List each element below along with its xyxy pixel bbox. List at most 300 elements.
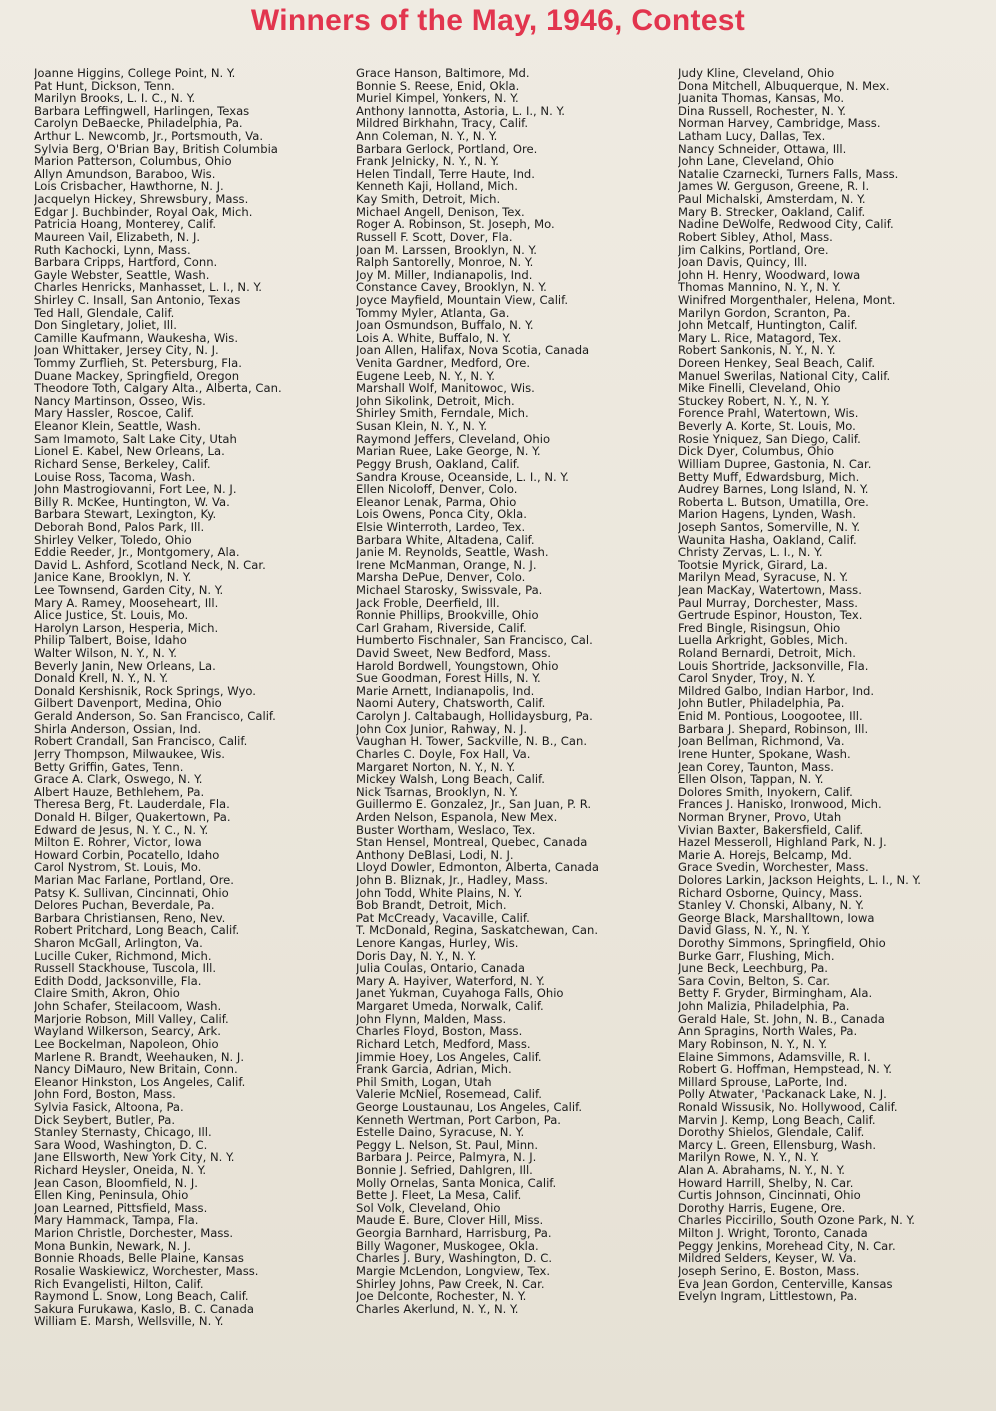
winner-entry: Camille Kaufmann, Waukesha, Wis. [34, 330, 238, 345]
winner-entry: Carolyn J. Caltabaugh, Hollidaysburg, Pa. [356, 709, 593, 724]
winner-entry: Barbara J. Peirce, Palmyra, N. J. [356, 1150, 537, 1165]
winner-entry: Mildred Birkhahn, Tracy, Calif. [356, 116, 529, 131]
winner-entry: Shirley Johns, Paw Creek, N. Car. [356, 1276, 545, 1291]
winner-entry: Grace Svedin, Worchester, Mass. [678, 860, 869, 875]
winner-entry: Julia Coulas, Ontario, Canada [356, 961, 525, 976]
winner-entry: Eugene Leeb, N. Y., N. Y. [356, 368, 495, 383]
winner-entry: Janice Kane, Brooklyn, N. Y. [34, 570, 192, 585]
winner-entry: Polly Atwater, 'Packanack Lake, N. J. [678, 1087, 887, 1102]
winner-entry: Marilyn Brooks, L. I. C., N. Y. [34, 91, 196, 106]
winner-entry: Raymond L. Snow, Long Beach, Calif. [34, 1289, 249, 1304]
winner-entry: Alice Justice, St. Louis, Mo. [34, 608, 189, 623]
winner-entry: Nick Tsarnas, Brooklyn, N. Y. [356, 784, 519, 799]
winner-entry: Janet Yukman, Cuyahoga Falls, Ohio [356, 986, 564, 1001]
winner-entry: Carol Snyder, Troy, N. Y. [678, 671, 816, 686]
winner-entry: Bette J. Fleet, La Mesa, Calif. [356, 1188, 522, 1203]
winner-entry: Billy Wagoner, Muskogee, Okla. [356, 1238, 539, 1253]
winner-entry: T. McDonald, Regina, Saskatchewan, Can. [356, 923, 599, 938]
winner-entry: Sam Imamoto, Salt Lake City, Utah [34, 431, 237, 446]
winner-entry: Eddie Reeder, Jr., Montgomery, Ala. [34, 545, 240, 560]
winner-entry: Audrey Barnes, Long Island, N. Y. [678, 482, 869, 497]
winner-entry: Dina Russell, Rochester, N. Y. [678, 103, 846, 118]
winner-entry: Dick Dyer, Columbus, Ohio [678, 444, 834, 459]
winner-entry: Barbara Cripps, Hartford, Conn. [34, 255, 218, 270]
winner-entry: Joan Bellman, Richmond, Va. [678, 734, 845, 749]
winner-entry: John Lane, Cleveland, Ohio [678, 154, 834, 169]
winner-entry: Marsha DePue, Denver, Colo. [356, 570, 526, 585]
winner-entry: Charles J. Bury, Washington, D. C. [356, 1251, 553, 1266]
winner-entry: Jean MacKay, Watertown, Mass. [678, 582, 862, 597]
winner-entry: Louise Ross, Tacoma, Wash. [34, 469, 196, 484]
winner-entry: William Dupree, Gastonia, N. Car. [678, 456, 872, 471]
winner-entry: Lee Bockelman, Napoleon, Ohio [34, 1036, 219, 1051]
winner-entry: Roland Bernardi, Detroit, Mich. [678, 646, 856, 661]
winners-column-1 [34, 67, 349, 1328]
winner-entry: Dorothy Simmons, Springfield, Ohio [678, 936, 886, 951]
winner-entry: Roberta L. Butson, Umatilla, Ore. [678, 494, 869, 509]
winner-entry: Marion Hagens, Lynden, Wash. [678, 507, 857, 522]
winner-entry: Ralph Santorelly, Monroe, N. Y. [356, 255, 534, 270]
winner-entry: Marvin J. Kemp, Long Beach, Calif. [678, 1112, 876, 1127]
winner-entry: Raymond Jeffers, Cleveland, Ohio [356, 431, 551, 446]
winner-entry: Dona Mitchell, Albuquerque, N. Mex. [678, 78, 890, 93]
winner-entry: Barbara Leffingwell, Harlingen, Texas [34, 103, 250, 118]
winner-entry: Shirley Velker, Toledo, Ohio [34, 532, 192, 547]
winner-entry: Millard Sprouse, LaPorte, Ind. [678, 1074, 848, 1089]
winner-entry: Bonnie S. Reese, Enid, Okla. [356, 78, 520, 93]
winner-entry: John H. Henry, Woodward, Iowa [678, 267, 861, 282]
winner-entry: Arthur L. Newcomb, Jr., Portsmouth, Va. [34, 129, 264, 144]
winner-entry: Beverly A. Korte, St. Louis, Mo. [678, 419, 856, 434]
winner-entry: Marilyn Gordon, Scranton, Pa. [678, 305, 851, 320]
winner-entry: Doris Day, N. Y., N. Y. [356, 948, 477, 963]
winner-entry: Luella Arkright, Gobles, Mich. [678, 633, 848, 648]
winner-entry: Joyce Mayfield, Mountain View, Calif. [356, 292, 569, 307]
winner-entry: Robert Sibley, Athol, Mass. [678, 229, 833, 244]
winner-entry: Donald H. Bilger, Quakertown, Pa. [34, 809, 231, 824]
winner-entry: Joan Learned, Pittsfield, Mass. [34, 1200, 208, 1215]
winner-entry: Molly Ornelas, Santa Monica, Calif. [356, 1175, 557, 1190]
winner-entry: William E. Marsh, Wellsville, N. Y. [34, 1314, 224, 1328]
winner-entry: Milton E. Rohrer, Victor, Iowa [34, 835, 202, 850]
winner-entry: Marilyn Mead, Syracuse, N. Y. [678, 570, 848, 585]
winner-entry: Burke Garr, Flushing, Mich. [678, 948, 835, 963]
winner-entry: Marcy L. Green, Ellensburg, Wash. [678, 1137, 877, 1152]
winner-entry: Natalie Czarnecki, Turners Falls, Mass. [678, 166, 899, 181]
winner-entry: Valerie McNiel, Rosemead, Calif. [356, 1087, 542, 1102]
winner-entry: Bonnie Rhoads, Belle Plaine, Kansas [34, 1251, 244, 1266]
winner-entry: Tommy Myler, Atlanta, Ga. [356, 305, 510, 320]
winner-entry: Margie McLendon, Longview, Tex. [356, 1263, 551, 1278]
winner-entry: Ellen King, Peninsula, Ohio [34, 1188, 189, 1203]
winner-entry: Vaughan H. Tower, Sackville, N. B., Can. [356, 734, 588, 749]
winner-entry: Winifred Morgenthaler, Helena, Mont. [678, 292, 896, 307]
winner-entry: Joan M. Larssen, Brooklyn, N. Y. [356, 242, 537, 257]
winner-entry: Marshall Wolf, Manitowoc, Wis. [356, 381, 535, 396]
winner-entry: Walter Wilson, N. Y., N. Y. [34, 646, 177, 661]
winner-entry: Rosalie Waskiewicz, Worchester, Mass. [34, 1263, 259, 1278]
winner-entry: Hazel Messeroll, Highland Park, N. J. [678, 835, 887, 850]
winner-entry: Delores Puchan, Beverdale, Pa. [34, 898, 215, 913]
winner-entry: Lionel E. Kabel, New Orleans, La. [34, 444, 225, 459]
winner-entry: Betty Griffin, Gates, Tenn. [34, 759, 184, 774]
winner-entry: Richard Letch, Medford, Mass. [356, 1036, 531, 1051]
winner-entry: Marian Mac Farlane, Portland, Ore. [34, 873, 234, 887]
winner-entry: David L. Ashford, Scotland Neck, N. Car. [34, 557, 266, 572]
winner-entry: Evelyn Ingram, Littlestown, Pa. [678, 1289, 858, 1303]
winner-entry: Buster Wortham, Weslaco, Tex. [356, 822, 536, 837]
winner-entry: Tommy Zurflieh, St. Petersburg, Fla. [34, 356, 242, 371]
winner-entry: Mickey Walsh, Long Beach, Calif. [356, 772, 545, 787]
winner-entry: Joe Delconte, Rochester, N. Y. [356, 1289, 527, 1304]
winner-entry: Christy Zervas, L. I., N. Y. [678, 545, 823, 560]
winner-entry: Humberto Fischnaler, San Francisco, Cal. [356, 633, 593, 648]
winner-entry: Robert Crandall, San Francisco, Calif. [34, 734, 248, 749]
winner-entry: Elsie Winterroth, Lardeo, Tex. [356, 519, 526, 534]
winner-entry: John Butler, Philadelphia, Pa. [678, 696, 845, 711]
winner-entry: Georgia Barnhard, Harrisburg, Pa. [356, 1226, 552, 1241]
winner-entry: Edgar J. Buchbinder, Royal Oak, Mich. [34, 204, 253, 219]
winner-entry: John Malizia, Philadelphia, Pa. [678, 999, 850, 1014]
winner-entry: Dolores Larkin, Jackson Heights, L. I., N. Y. [678, 873, 921, 887]
winner-entry: Sylvia Berg, O'Brian Bay, British Columbia [34, 141, 278, 156]
winner-entry: Gayle Webster, Seattle, Wash. [34, 267, 210, 282]
winner-entry: Mary L. Rice, Matagord, Tex. [678, 330, 842, 345]
winner-entry: Juanita Thomas, Kansas, Mo. [678, 91, 845, 106]
winner-entry: Donald Krell, N. Y., N. Y. [34, 671, 169, 686]
winner-entry: Mary A. Hayiver, Waterford, N. Y. [356, 973, 545, 988]
winner-entry: Charles Henricks, Manhasset, L. I., N. Y. [34, 280, 262, 295]
winner-entry: Norman Bryner, Provo, Utah [678, 809, 842, 824]
winner-entry: Mary A. Ramey, Mooseheart, Ill. [34, 595, 219, 610]
winner-entry: Edith Dodd, Jacksonville, Fla. [34, 973, 202, 988]
winner-entry: June Beck, Leechburg, Pa. [678, 961, 828, 976]
winner-entry: Charles Piccirillo, South Ozone Park, N. Y. [678, 1213, 915, 1228]
winner-entry: Thomas Mannino, N. Y., N. Y. [678, 280, 841, 295]
winner-entry: Allyn Amundson, Baraboo, Wis. [34, 166, 216, 181]
winner-entry: Jack Froble, Deerfield, Ill. [356, 595, 500, 610]
winner-entry: Michael Angell, Denison, Tex. [356, 204, 525, 219]
winner-entry: Robert Sankonis, N. Y., N. Y. [678, 343, 836, 358]
winner-entry: Marie Arnett, Indianapolis, Ind. [356, 683, 535, 698]
winner-entry: Joanne Higgins, College Point, N. Y. [34, 67, 236, 80]
winner-entry: Ted Hall, Glendale, Calif. [34, 305, 175, 320]
winner-entry: Enid M. Pontious, Loogootee, Ill. [678, 709, 863, 724]
winner-entry: Jerry Thompson, Milwaukee, Wis. [34, 746, 225, 761]
winner-entry: Margaret Norton, N. Y., N. Y. [356, 759, 516, 774]
winner-entry: John Cox Junior, Rahway, N. J. [356, 721, 528, 736]
winner-entry: Stan Hensel, Montreal, Quebec, Canada [356, 835, 588, 850]
winner-entry: Joan Davis, Quincy, Ill. [678, 255, 808, 270]
winner-entry: Barbara Christiansen, Reno, Nev. [34, 910, 226, 925]
winner-entry: Billy R. McKee, Huntington, W. Va. [34, 494, 230, 509]
winner-entry: Irene McManman, Orange, N. J. [356, 557, 537, 572]
winner-entry: Stanley V. Chonski, Albany, N. Y. [678, 898, 864, 913]
winner-entry: Maude E. Bure, Clover Hill, Miss. [356, 1213, 544, 1228]
winner-entry: Constance Cavey, Brooklyn, N. Y. [356, 280, 547, 295]
winner-entry: Mildred Selders, Keyser, W. Va. [678, 1251, 857, 1266]
winner-entry: Barbara J. Shepard, Robinson, Ill. [678, 721, 869, 736]
winner-entry: Eleanor Klein, Seattle, Wash. [34, 419, 201, 434]
winner-entry: Latham Lucy, Dallas, Tex. [678, 129, 826, 144]
winner-entry: Muriel Kimpel, Yonkers, N. Y. [356, 91, 519, 106]
winner-entry: Carolyn DeBaecke, Philadelphia, Pa. [34, 116, 243, 131]
winner-entry: John Mastrogiovanni, Fort Lee, N. J. [34, 482, 237, 497]
winner-entry: Vivian Baxter, Bakersfield, Calif. [678, 822, 864, 837]
winner-entry: Tootsie Myrick, Girard, La. [678, 557, 828, 572]
winner-entry: John Schafer, Steilacoom, Wash. [34, 999, 222, 1014]
winner-entry: Lee Townsend, Garden City, N. Y. [34, 582, 224, 597]
winner-entry: Louis Shortride, Jacksonville, Fla. [678, 658, 869, 673]
winner-entry: Gerald Anderson, So. San Francisco, Calif. [34, 709, 276, 724]
winner-entry: Harold Bordwell, Youngstown, Ohio [356, 658, 559, 673]
winner-entry: John Todd, White Plains, N. Y. [356, 885, 523, 900]
winner-entry: George Black, Marshalltown, Iowa [678, 910, 875, 925]
winner-entry: Shirley C. Insall, San Antonio, Texas [34, 292, 241, 307]
winner-entry: Lucille Cuker, Richmond, Mich. [34, 948, 212, 963]
winner-entry: Duane Mackey, Springfield, Oregon [34, 368, 240, 383]
winner-entry: Frank Garcia, Adrian, Mich. [356, 1062, 512, 1077]
winner-entry: Estelle Daino, Syracuse, N. Y. [356, 1125, 525, 1140]
winner-entry: Jacquelyn Hickey, Shrewsbury, Mass. [34, 192, 249, 207]
winner-entry: Jane Ellsworth, New York City, N. Y. [34, 1150, 235, 1165]
winner-entry: Russell Stackhouse, Tuscola, Ill. [34, 961, 217, 976]
winner-entry: Donald Kershisnik, Rock Springs, Wyo. [34, 683, 256, 698]
winner-entry: Eleanor Lenak, Parma, Ohio [356, 494, 517, 509]
winner-entry: Jimmie Hoey, Los Angeles, Calif. [356, 1049, 542, 1064]
winner-entry: Sakura Furukawa, Kaslo, B. C. Canada [34, 1301, 254, 1316]
winner-entry: John Ford, Boston, Mass. [34, 1087, 176, 1102]
winner-entry: Howard Corbin, Pocatello, Idaho [34, 847, 220, 862]
winner-entry: George Loustaunau, Los Angeles, Calif. [356, 1099, 583, 1114]
winner-entry: Joy M. Miller, Indianapolis, Ind. [356, 267, 533, 282]
winner-entry: Jean Corey, Taunton, Mass. [678, 759, 834, 774]
winner-entry: Joan Whittaker, Jersey City, N. J. [34, 343, 219, 358]
winner-entry: Paul Murray, Dorchester, Mass. [678, 595, 858, 610]
winner-entry: Joseph Serino, E. Boston, Mass. [678, 1263, 860, 1278]
winner-entry: Naomi Autery, Chatsworth, Calif. [356, 696, 546, 711]
winner-entry: Patricia Hoang, Monterey, Calif. [34, 217, 217, 232]
winner-entry: Dorothy Shielos, Glendale, Calif. [678, 1125, 865, 1140]
winners-column-3 [678, 67, 983, 1303]
winner-entry: Barbara Gerlock, Portland, Ore. [356, 141, 538, 156]
winner-entry: Manuel Swerilas, National City, Calif. [678, 368, 891, 383]
winner-entry: Nancy Martinson, Osseo, Wis. [34, 393, 206, 408]
winner-entry: Maureen Vail, Elizabeth, N. J. [34, 229, 201, 244]
winner-entry: Anthony Iannotta, Astoria, L. I., N. Y. [356, 103, 565, 118]
winner-entry: Irene Hunter, Spokane, Wash. [678, 746, 851, 761]
winner-entry: Lois A. White, Buffalo, N. Y. [356, 330, 512, 345]
winner-entry: Waunita Hasha, Oakland, Calif. [678, 532, 857, 547]
winner-entry: Venita Gardner, Medford, Ore. [356, 356, 531, 371]
winner-entry: Sylvia Fasick, Altoona, Pa. [34, 1099, 184, 1114]
winner-entry: Richard Sense, Berkeley, Calif. [34, 456, 211, 471]
winner-entry: Norman Harvey, Cambridge, Mass. [678, 116, 881, 131]
winner-entry: Philip Talbert, Boise, Idaho [34, 633, 187, 648]
winner-entry: Milton J. Wright, Toronto, Canada [678, 1226, 868, 1241]
winner-entry: Bob Brandt, Detroit, Mich. [356, 898, 507, 913]
winner-entry: Pat Hunt, Dickson, Tenn. [34, 78, 175, 93]
winner-entry: Kenneth Wertman, Port Carbon, Pa. [356, 1112, 561, 1127]
winner-entry: Alan A. Abrahams, N. Y., N. Y. [678, 1163, 845, 1178]
winner-entry: Rosie Yniquez, San Diego, Calif. [678, 431, 861, 446]
winner-entry: Fred Bingle, Risingsun, Ohio [678, 620, 841, 635]
page-title: Winners of the May, 1946, Contest [250, 4, 746, 37]
winner-entry: Roger A. Robinson, St. Joseph, Mo. [356, 217, 555, 232]
winner-entry: Joan Osmundson, Buffalo, N. Y. [356, 318, 534, 333]
winner-entry: Sol Volk, Cleveland, Ohio [356, 1200, 501, 1215]
winner-entry: Mary Hassler, Roscoe, Calif. [34, 406, 195, 421]
winner-entry: Judy Kline, Cleveland, Ohio [678, 67, 835, 80]
winner-entry: Betty Muff, Edwardsburg, Mich. [678, 469, 860, 484]
winner-entry: Howard Harrill, Shelby, N. Car. [678, 1175, 854, 1190]
winner-entry: Ronald Wissusik, No. Hollywood, Calif. [678, 1099, 898, 1114]
winner-entry: Frances J. Hanisko, Ironwood, Mich. [678, 797, 882, 812]
winner-entry: Richard Osborne, Quincy, Mass. [678, 885, 863, 900]
winner-entry: Guillermo E. Gonzalez, Jr., San Juan, P. R. [356, 797, 592, 812]
winner-entry: Ellen Nicoloff, Denver, Colo. [356, 482, 518, 497]
winner-entry: Michael Starosky, Swissvale, Pa. [356, 582, 543, 597]
winner-entry: Helen Tindall, Terre Haute, Ind. [356, 166, 535, 181]
winner-entry: Bonnie J. Sefried, Dahlgren, Ill. [356, 1163, 533, 1178]
winner-entry: Theodore Toth, Calgary Alta., Alberta, Can. [34, 381, 282, 396]
winner-entry: Jim Calkins, Portland, Ore. [678, 242, 829, 257]
winner-entry: Pat McCready, Vacaville, Calif. [356, 910, 530, 925]
winner-entry: Ellen Olson, Tappan, N. Y. [678, 772, 824, 787]
winner-entry: Stanley Sternasty, Chicago, Ill. [34, 1125, 212, 1140]
winner-entry: Susan Klein, N. Y., N. Y. [356, 419, 488, 434]
winner-entry: James W. Gerguson, Greene, R. I. [678, 179, 870, 194]
winner-entry: Nancy Schneider, Ottawa, Ill. [678, 141, 847, 156]
winner-entry: Russell F. Scott, Dover, Fla. [356, 229, 513, 244]
winner-entry: Albert Hauze, Bethlehem, Pa. [34, 784, 205, 799]
winner-entry: Eva Jean Gordon, Centerville, Kansas [678, 1276, 893, 1291]
winner-entry: Shirla Anderson, Ossian, Ind. [34, 721, 202, 736]
winner-entry: Ann Spragins, North Wales, Pa. [678, 1024, 858, 1039]
winner-entry: Joseph Santos, Somerville, N. Y. [678, 519, 861, 534]
winner-entry: Peggy Brush, Oakland, Calif. [356, 456, 520, 471]
winner-entry: Deborah Bond, Palos Park, Ill. [34, 519, 205, 534]
winner-entry: Stuckey Robert, N. Y., N. Y. [678, 393, 830, 408]
winner-entry: Marjorie Robson, Mill Valley, Calif. [34, 1011, 229, 1026]
winner-entry: Ann Coleman, N. Y., N. Y. [356, 129, 498, 144]
winner-entry: John Sikolink, Detroit, Mich. [356, 393, 515, 408]
winner-entry: Edward de Jesus, N. Y. C., N. Y. [34, 822, 209, 837]
winner-entry: Phil Smith, Logan, Utah [356, 1074, 492, 1089]
winner-entry: Gerald Hale, St. John, N. B., Canada [678, 1011, 885, 1026]
winner-entry: Peggy Jenkins, Morehead City, N. Car. [678, 1238, 896, 1253]
winner-entry: Wayland Wilkerson, Searcy, Ark. [34, 1024, 221, 1039]
winner-entry: Marlene R. Brandt, Weehauken, N. J. [34, 1049, 245, 1064]
winner-entry: Barbara Stewart, Lexington, Ky. [34, 507, 217, 522]
winner-entry: Barbara White, Altadena, Calif. [356, 532, 535, 547]
winner-entry: Paul Michalski, Amsterdam, N. Y. [678, 192, 866, 207]
winner-entry: Betty F. Gryder, Birmingham, Ala. [678, 986, 873, 1001]
winner-entry: Elaine Simmons, Adamsville, R. I. [678, 1049, 871, 1064]
winner-entry: Harolyn Larson, Hesperia, Mich. [34, 620, 219, 635]
winner-entry: John Metcalf, Huntington, Calif. [678, 318, 858, 333]
winner-entry: Grace Hanson, Baltimore, Md. [356, 67, 530, 80]
winner-entry: Mary Robinson, N. Y., N. Y. [678, 1036, 828, 1051]
winner-entry: Robert Pritchard, Long Beach, Calif. [34, 923, 240, 938]
winner-entry: Carl Graham, Riverside, Calif. [356, 620, 527, 635]
winner-entry: Marion Christle, Dorchester, Mass. [34, 1226, 234, 1241]
winner-entry: Ronnie Phillips, Brookville, Ohio [356, 608, 539, 623]
winner-entry: Peggy L. Nelson, St. Paul, Minn. [356, 1137, 539, 1152]
winner-entry: Eleanor Hinkston, Los Angeles, Calif. [34, 1074, 246, 1089]
winner-entry: David Sweet, New Bedford, Mass. [356, 646, 551, 661]
winner-entry: Sandra Krouse, Oceanside, L. I., N. Y. [356, 469, 569, 484]
winner-entry: Carol Nystrom, St. Louis, Mo. [34, 860, 202, 875]
winner-entry: Richard Heysler, Oneida, N. Y. [34, 1163, 207, 1178]
winner-entry: Charles Akerlund, N. Y., N. Y. [356, 1301, 519, 1316]
winner-entry: Mary B. Strecker, Oakland, Calif. [678, 204, 866, 219]
winner-entry: Ruth Kachocki, Lynn, Mass. [34, 242, 191, 257]
winner-entry: Mike Finelli, Cleveland, Ohio [678, 381, 841, 396]
winner-entry: Marion Patterson, Columbus, Ohio [34, 154, 232, 169]
winner-entry: Mary Hammack, Tampa, Fla. [34, 1213, 199, 1228]
winner-entry: Dorothy Harris, Eugene, Ore. [678, 1200, 846, 1215]
winner-entry: Claire Smith, Akron, Ohio [34, 986, 180, 1001]
winner-entry: Lois Owens, Ponca City, Okla. [356, 507, 527, 522]
winner-entry: Grace A. Clark, Oswego, N. Y. [34, 772, 203, 787]
winner-entry: Dick Seybert, Butler, Pa. [34, 1112, 176, 1127]
winner-entry: Dolores Smith, Inyokern, Calif. [678, 784, 853, 799]
winner-entry: Charles Floyd, Boston, Mass. [356, 1024, 523, 1039]
winner-entry: Jean Cason, Bloomfield, N. J. [34, 1175, 198, 1190]
winner-entry: Margaret Umeda, Norwalk, Calif. [356, 999, 544, 1014]
winner-entry: Lois Crisbacher, Hawthorne, N. J. [34, 179, 224, 194]
winner-entry: Lloyd Dowler, Edmonton, Alberta, Canada [356, 860, 599, 875]
winner-entry: Curtis Johnson, Cincinnati, Ohio [678, 1188, 861, 1203]
winners-column-2 [356, 67, 671, 1315]
winner-entry: Lenore Kangas, Hurley, Wis. [356, 936, 519, 951]
winner-entry: Rich Evangelisti, Hilton, Calif. [34, 1276, 204, 1291]
winner-entry: Forence Prahl, Watertown, Wis. [678, 406, 859, 421]
winner-entry: Patsy K. Sullivan, Cincinnati, Ohio [34, 885, 229, 900]
winner-entry: Nadine DeWolfe, Redwood City, Calif. [678, 217, 894, 232]
winner-entry: Doreen Henkey, Seal Beach, Calif. [678, 356, 876, 371]
winner-entry: Charles C. Doyle, Fox Hall, Va. [356, 746, 531, 761]
winner-entry: Nancy DiMauro, New Britain, Conn. [34, 1062, 238, 1077]
winner-entry: Marian Ruee, Lake George, N. Y. [356, 444, 541, 459]
winner-entry: Sue Goodman, Forest Hills, N. Y. [356, 671, 541, 686]
winner-entry: Don Singletary, Joliet, Ill. [34, 318, 177, 333]
winner-entry: Mildred Galbo, Indian Harbor, Ind. [678, 683, 875, 698]
winner-entry: Janie M. Reynolds, Seattle, Wash. [356, 545, 549, 560]
winner-entry: Arden Nelson, Espanola, New Mex. [356, 809, 558, 824]
winner-entry: Kenneth Kaji, Holland, Mich. [356, 179, 518, 194]
winner-entry: John Flynn, Malden, Mass. [356, 1011, 507, 1026]
winner-entry: Theresa Berg, Ft. Lauderdale, Fla. [34, 797, 230, 812]
winner-entry: John B. Bliznak, Jr., Hadley, Mass. [356, 873, 549, 887]
winner-entry: Beverly Janin, New Orleans, La. [34, 658, 216, 673]
winner-entry: Marilyn Rowe, N. Y., N. Y. [678, 1150, 820, 1165]
winner-entry: Marie A. Horejs, Belcamp, Md. [678, 847, 852, 862]
winner-entry: David Glass, N. Y., N. Y. [678, 923, 811, 938]
winner-entry: Sharon McGall, Arlington, Va. [34, 936, 203, 951]
winner-entry: Sara Wood, Washington, D. C. [34, 1137, 208, 1152]
winner-entry: Robert G. Hoffman, Hempstead, N. Y. [678, 1062, 892, 1077]
winner-entry: Kay Smith, Detroit, Mich. [356, 192, 501, 207]
winner-entry: Shirley Smith, Ferndale, Mich. [356, 406, 529, 421]
winner-entry: Mona Bunkin, Newark, N. J. [34, 1238, 191, 1253]
winner-entry: Joan Allen, Halifax, Nova Scotia, Canada [356, 343, 590, 358]
winner-entry: Frank Jelnicky, N. Y., N. Y. [356, 154, 499, 169]
winner-entry: Anthony DeBlasi, Lodi, N. J. [356, 847, 514, 862]
winner-entry: Gertrude Espinor, Houston, Tex. [678, 608, 863, 623]
winner-entry: Gilbert Davenport, Medina, Ohio [34, 696, 222, 711]
